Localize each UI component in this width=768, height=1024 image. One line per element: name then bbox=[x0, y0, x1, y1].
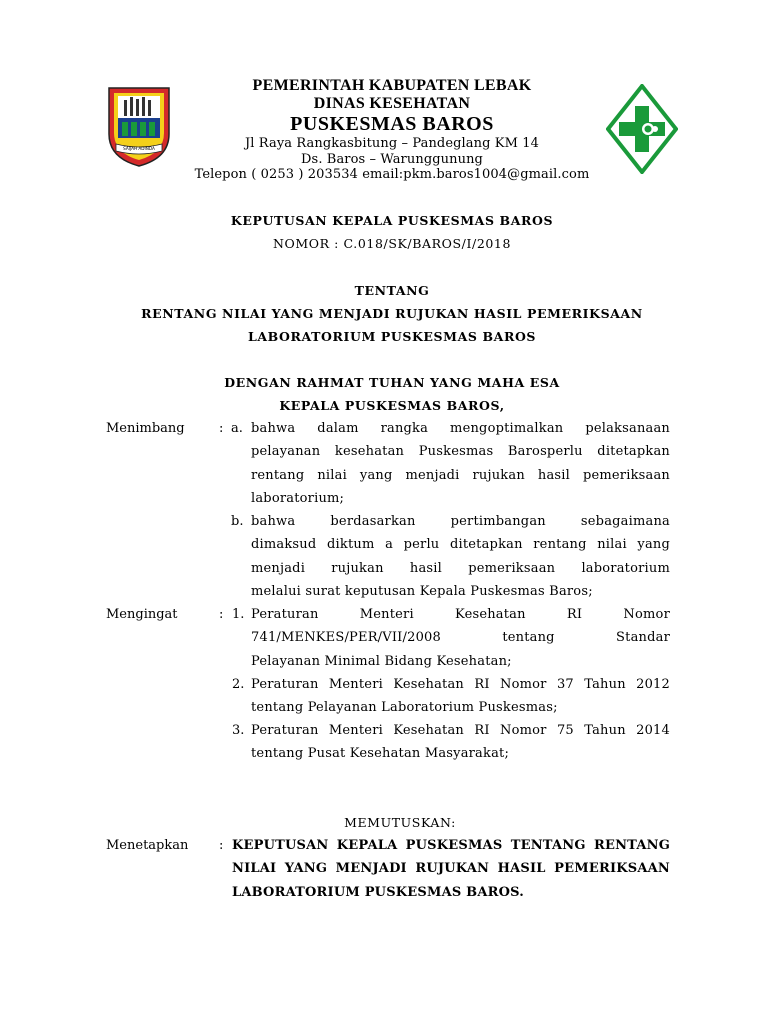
menimbang-item-a bbox=[251, 417, 670, 510]
contact-line: Telepon ( 0253 ) 203534 email:pkm.baros1004@gmail.com bbox=[194, 167, 590, 182]
text-line: menjadi rujukan hasil pemeriksaan laboratorium bbox=[251, 560, 670, 576]
head-title: KEPALA PUSKESMAS BAROS, bbox=[279, 398, 505, 413]
memutuskan-heading: MEMUTUSKAN: bbox=[344, 815, 456, 830]
mengingat-item-3 bbox=[251, 719, 670, 766]
text-line: bahwa dalam rangka mengoptimalkan pelaksanaan bbox=[251, 421, 670, 436]
text-line: rentang nilai yang menjadi rujukan hasil pemeriksaan bbox=[251, 467, 670, 483]
logo-motto-text: SAIJAH ADINDA bbox=[123, 146, 155, 151]
lebak-regency-logo bbox=[106, 84, 172, 168]
grace-line: DENGAN RAHMAT TUHAN YANG MAHA ESA bbox=[224, 375, 560, 390]
text-line: 741/MENKES/PER/VII/2008 tentang Standar bbox=[251, 630, 670, 646]
menimbang-marker-a: a. bbox=[231, 421, 243, 436]
mengingat-marker-1: 1. bbox=[232, 607, 245, 622]
menimbang-marker-b: b. bbox=[231, 514, 244, 529]
text-line: laboratorium; bbox=[251, 490, 345, 506]
text-line: LABORATORIUM PUSKESMAS BAROS. bbox=[232, 884, 525, 900]
text-line: KEPUTUSAN KEPALA PUSKESMAS TENTANG RENTANG bbox=[232, 838, 670, 853]
agency-name: DINAS KESEHATAN bbox=[313, 95, 471, 112]
decision-number: NOMOR : C.018/SK/BAROS/I/2018 bbox=[272, 236, 512, 251]
text-line: Peraturan Menteri Kesehatan RI Nomor 37 Tahun 2012 bbox=[251, 677, 670, 692]
mengingat-colon: : bbox=[219, 607, 224, 622]
text-line: bahwa berdasarkan pertimbangan sebagaimana bbox=[251, 514, 670, 529]
menetapkan-colon: : bbox=[219, 838, 224, 853]
decision-title: KEPUTUSAN KEPALA PUSKESMAS BAROS bbox=[230, 213, 554, 228]
text-line: pelayanan kesehatan Puskesmas Barosperlu ditetapkan bbox=[251, 444, 670, 460]
text-line: tentang Pusat Kesehatan Masyarakat; bbox=[251, 746, 510, 762]
text-line: Pelayanan Minimal Bidang Kesehatan; bbox=[251, 653, 512, 669]
mengingat-marker-2: 2. bbox=[232, 677, 245, 692]
text-line: NILAI YANG MENJADI RUJUKAN HASIL PEMERIKSAAN bbox=[232, 861, 670, 877]
menimbang-item-b bbox=[251, 510, 670, 603]
mengingat-item-1 bbox=[251, 603, 670, 673]
mengingat-item-2 bbox=[251, 673, 670, 720]
address-line-2: Ds. Baros – Warunggunung bbox=[301, 152, 483, 167]
menimbang-label: Menimbang bbox=[106, 421, 185, 436]
subject-line-2: LABORATORIUM PUSKESMAS BAROS bbox=[247, 329, 537, 344]
text-line: tentang Pelayanan Laboratorium Puskesmas; bbox=[251, 700, 558, 716]
address-line-1: Jl Raya Rangkasbitung – Pandeglang KM 14 bbox=[245, 136, 539, 151]
text-line: melalui surat keputusan Kepala Puskesmas Baros; bbox=[251, 583, 593, 599]
mengingat-marker-3: 3. bbox=[232, 723, 245, 738]
menetapkan-label: Menetapkan bbox=[106, 838, 189, 853]
institution-name: PUSKESMAS BAROS bbox=[290, 113, 494, 135]
puskesmas-logo bbox=[606, 84, 678, 174]
mengingat-label: Mengingat bbox=[106, 607, 178, 622]
government-name: PEMERINTAH KABUPATEN LEBAK bbox=[252, 77, 532, 94]
menimbang-colon: : bbox=[219, 421, 224, 436]
text-line: Peraturan Menteri Kesehatan RI Nomor 75 Tahun 2014 bbox=[251, 723, 670, 738]
menetapkan-text bbox=[232, 834, 670, 904]
subject-line-1: RENTANG NILAI YANG MENJADI RUJUKAN HASIL PEMERIKSAAN bbox=[141, 306, 643, 321]
text-line: dimaksud diktum a perlu ditetapkan rentang nilai yang bbox=[251, 537, 670, 553]
text-line: Peraturan Menteri Kesehatan RI Nomor bbox=[251, 607, 670, 622]
about-heading: TENTANG bbox=[354, 283, 430, 298]
